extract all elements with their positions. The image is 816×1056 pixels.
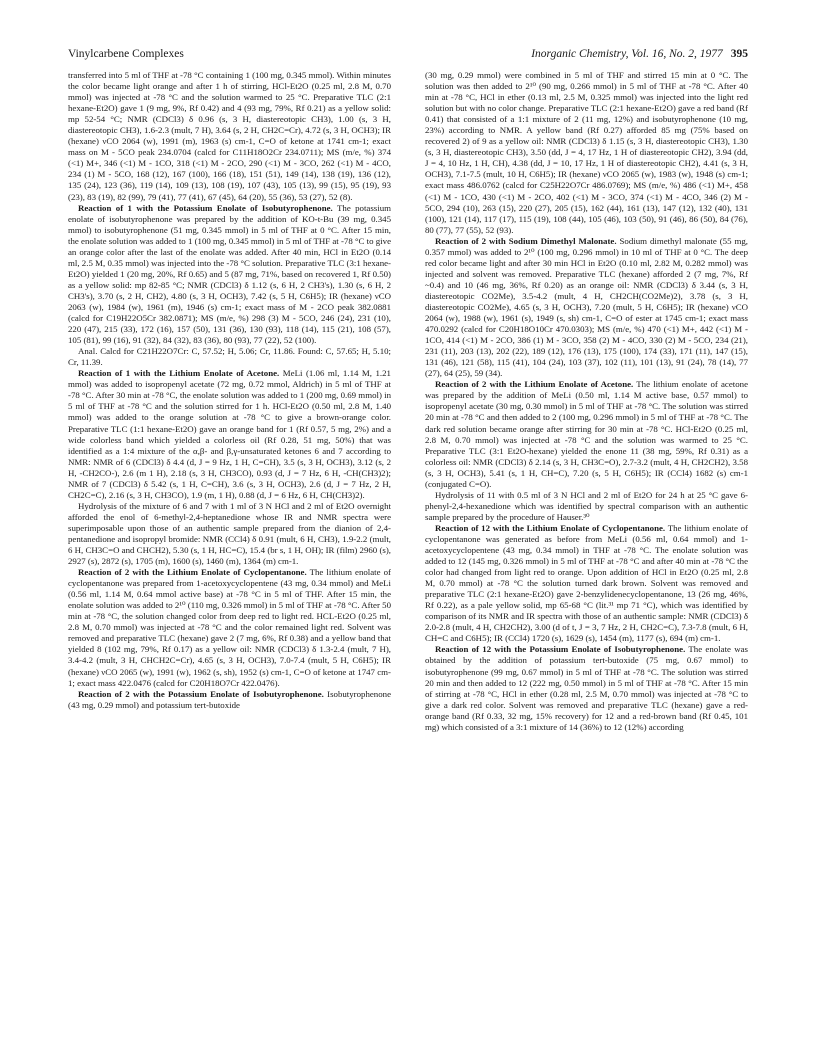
paragraph	[425, 379, 748, 489]
right-column	[425, 70, 748, 733]
paragraph-text: Sodium dimethyl malonate (55 mg, 0.357 mmol) was added to 2¹⁰ (100 mg, 0.296 mmol) in 10 ml of THF at 0 °C. The deep red color became light and after 30 min HCl in Et2O (0.10 ml, 2.82 M, 0.282 mmol) was injected and solvent was removed. Preparative TLC (hexane) afforded 2 (7 mg, 7%, Rf ~0.4) and 10 (46 mg, 36%, Rf 0.20) as an orange oil: NMR (CDCl3) δ 3.44 (s, 3 H, diastereotopic CO2Me), 3.5-4.2 (mult, 4 H, CH2CH(CO2Me)2), 3.78 (s, 3 H, diastereotopic CO2Me), 4.65 (s, 3 H, OCH3), 7.20 (mult, 5 H, C6H5); IR (hexane) νCO 2064 (w), 1988 (w), 1961 (s), 1949 (s, sh) cm-1, C=O of ester at 1745 cm-1; exact mass 470.0292 (calcd for C20H18O10Cr 470.0303); MS (m/e, %) 470 (<1) M+, 442 (<1) M - 1CO, 414 (<1) M - 2CO, 386 (1) M - 3CO, 358 (2) M - 4CO, 330 (2) M - 5CO, 234 (21), 231 (11), 203 (13), 202 (22), 189 (12), 176 (13), 175 (100), 174 (33), 171 (11), 147 (15), 131 (46), 121 (58), 115 (41), 104 (24), 103 (37), 102 (11), 101 (13), 91 (24), 78 (14), 77 (27), 64 (25), 59 (34).	[425, 235, 748, 379]
paragraph	[68, 70, 391, 203]
paragraph	[425, 490, 748, 523]
section-heading: Reaction of 12 with the Potassium Enolate of Isobutyrophenone.	[435, 644, 686, 655]
paragraph-text: Hydrolysis of the mixture of 6 and 7 with 1 ml of 3 N HCl and 2 ml of Et2O overnight afforded the enol of 6-methyl-2,4-heptanedione whose IR and NMR spectra were superimposable upon those of an authentic sample prepared from the dianion of 2,4-pentanedione and isopropyl bromide: NMR (CCl4) δ 0.91 (mult, 6 H, CH3), 1.9-2.2 (mult, 6 H, CH3C=O and CHCH2), 5.30 (s, 1 H, HC=C), 15.4 (br s, 1 H, OH); IR (film) 2960 (s), 2927 (s), 2872 (s), 1705 (m), 1600 (s), 1460 (m), 1364 (m) cm-1.	[68, 500, 391, 567]
paragraph	[425, 523, 748, 645]
paragraph	[68, 203, 391, 347]
paragraph	[425, 236, 748, 380]
section-heading: Reaction of 1 with the Lithium Enolate of Acetone.	[78, 368, 280, 379]
paragraph	[68, 368, 391, 501]
paragraph-text: The enolate was obtained by the addition of potassium tert-butoxide (75 mg, 0.67 mmol) to isobutyrophenone (99 mg, 0.67 mmol) in 5 ml of THF at -78 °C. The solution was stirred 20 min and then added to 12 (222 mg, 0.50 mmol) in 5 ml of THF at -78 °C. After 15 min of stirring at -78 °C, HCl in ether (0.28 ml, 2.5 M, 0.70 mmol) was injected at -78 °C to give a dark red color. Solvent was removed and preparative TLC (hexane) gave a red-orange band (Rf 0.33, 32 mg, 15% recovery) for 12 and a red-brown band (Rf 0.45, 101 mg) which consisted of a 3:1 mixture of 14 (36%) to 12 (12%) according	[425, 644, 748, 732]
paragraph	[425, 644, 748, 732]
paragraph-text: (30 mg, 0.29 mmol) were combined in 5 ml of THF and stirred 15 min at 0 °C. The solution was then added to 2¹⁰ (90 mg, 0.266 mmol) in 5 ml of THF at -78 °C. After 40 min at -78 °C, HCl in ether (0.13 ml, 2.5 M, 0.325 mmol) was injected into the light red solution but with no color change. Preparative TLC (2:1 hexane-Et2O) gave a red band (Rf 0.41) that consisted of a 1:1 mixture of 2 (11 mg, 12%) and isobutyrophenone (10 mg, 23%) according to NMR. A yellow band (Rf 0.27) afforded 85 mg (75% based on recovered 2) of 9 as a yellow oil: NMR (CDCl3) δ 1.15 (s, 3 H, diastereotopic CH3), 1.30 (s, 3 H, diastereotopic CH3), 3.50 (dd, J = 4, 17 Hz, 1 H of diastereotopic CH2), 3.94 (dd, J = 4, 10 Hz, 1 H, CH), 4.38 (dd, J = 10, 17 Hz, 1 H of diastereotopic CH2), 4.41 (s, 3 H, OCH3), 7.1-7.5 (mult, 10 H, C6H5); IR (hexane) νCO 2065 (w), 1983 (w), 1948 (s) cm-1; exact mass 486.0762 (calcd for C25H22O7Cr 486.0769); MS (m/e, %) 486 (<1) M+, 458 (<1) M - 1CO, 430 (<1) M - 2CO, 402 (<1) M - 3CO, 374 (<1) M - 4CO, 346 (2) M - 5CO, 294 (10), 263 (15), 220 (27), 205 (15), 162 (44), 161 (13), 147 (12), 132 (40), 131 (100), 121 (14), 117 (17), 115 (19), 108 (44), 105 (46), 103 (50), 91 (46), 86 (50), 84 (76), 80 (77), 77 (55), 52 (93).	[425, 70, 748, 235]
section-heading: Reaction of 2 with the Lithium Enolate of Cyclopentanone.	[78, 567, 307, 578]
paragraph-text: The lithium enolate of cyclopentanone was prepared from 1-acetoxycyclopentene (43 mg, 0.34 mmol) and MeLi (0.56 ml, 1.14 M, 0.64 mmol active base) at -78 °C in 5 ml of THF. After 15 min, the enolate solution was added to 2¹⁰ (110 mg, 0.326 mmol) in 5 ml of THF at -78 °C. After 50 min at -78 °C, the solution changed color from deep red to light red. HCL-Et2O (0.25 ml, 2.8 M, 0.70 mmol) was injected at -78 °C and the color remained light red. Solvent was removed and preparative TLC (hexane) gave 2 (7 mg, 6%, Rf 0.38) and a yellow band that yielded 8 (102 mg, 79%, Rf 0.17) as a yellow oil: NMR (CDCl3) δ 1.3-2.4 (mult, 7 H), 3.4-4.2 (mult, 3 H, CHCH2C=Cr), 4.65 (s, 3 H, OCH3), 7.0-7.4 (mult, 5 H, C6H5); IR (hexane) νCO 2065 (w), 1991 (w), 1962 (s, sh), 1952 (s) cm-1, C=O of ketone at 1747 cm-1; exact mass 422.0476 (calcd for C20H18O7Cr 422.0476).	[68, 567, 391, 688]
paragraph-text: The lithium enolate of acetone was prepared by the addition of MeLi (0.50 ml, 1.14 M active base, 0.57 mmol) to isopropenyl acetate (30 mg, 0.30 mmol) in 5 ml of THF at -78 °C. The solution was stirred 20 min at -78 °C and then added to 2 (100 mg, 0.296 mmol) in 5 ml of THF at -78 °C. The dark red solution became orange after stirring for 30 min at -78 °C. HCl-Et2O (0.25 ml, 2.8 M, 0.70 mmol) was injected at -78 °C and the solution was warmed to 25 °C. Preparative TLC (3:1 Et2O-hexane) yielded the enone 11 (38 mg, 59%, Rf 0.31) as a colorless oil: NMR (CDCl3) δ 2.14 (s, 3 H, CH3C=O), 2.7-3.2 (mult, 4 H, CH2CH2), 3.58 (s, 3 H, OCH3), 5.41 (s, 1 H, CH=C), 7.20 (s, 5 H, C6H5); IR (CCl4) 1682 (s) cm-1 (conjugated C=O).	[425, 379, 748, 489]
paragraph	[68, 346, 391, 368]
paragraph	[68, 567, 391, 689]
paragraph	[425, 70, 748, 236]
journal-name: Inorganic Chemistry, Vol. 16, No. 2, 1977	[531, 48, 723, 60]
paragraph	[68, 501, 391, 567]
paragraph-text: Hydrolysis of 11 with 0.5 ml of 3 N HCl and 2 ml of Et2O for 24 h at 25 °C gave 6-phenyl-2,4-hexanedione which was identified by spectral comparison with an authentic sample prepared by the procedure of Hauser.³⁰	[425, 489, 748, 522]
paragraph-text: The lithium enolate of cyclopentanone was generated as before from MeLi (0.56 ml, 0.64 mmol) and 1-acetoxycyclopentene (43 mg, 0.34 mmol) in THF at -78 °C. The enolate solution was added to 12 (145 mg, 0.326 mmol) in 5 ml of THF at -78 °C and after 40 min at -78 °C the color had changed from light red to orange. Upon addition of HCl in Et2O (0.25 ml, 2.8 M, 0.70 mmol) at -78 °C the solution turned dark brown. Solvent was removed and preparative TLC (2:1 hexane-Et2O) gave 2-benzylidenecyclopentanone, 13 (26 mg, 46%, Rf 0.22), as a pale yellow solid, mp 65-68 °C (lit.³¹ mp 71 °C), which was identified by comparison of its NMR and IR spectra with those of an authentic sample: NMR (CDCl3) δ 2.0-2.8 (mult, 4 H, CH2CH2), 3.00 (d of t, J = 3, 7 Hz, 2 H, CH2C=C), 7.3-7.8 (mult, 6 H, CH=C and C6H5); IR (CCl4) 1720 (s), 1629 (s), 1454 (m), 1177 (s), 694 (m) cm-1.	[425, 522, 748, 644]
left-column	[68, 70, 391, 711]
section-heading: Reaction of 2 with Sodium Dimethyl Malonate.	[435, 235, 617, 246]
journal-citation	[531, 48, 748, 60]
paragraph-text: Anal. Calcd for C21H22O7Cr: C, 57.52; H, 5.06; Cr, 11.86. Found: C, 57.65; H, 5.10; Cr, 11.39.	[68, 346, 391, 368]
section-heading: Reaction of 1 with the Potassium Enolate of Isobutyrophenone.	[78, 202, 333, 213]
page-number: 395	[730, 48, 748, 60]
paragraph-text: MeLi (1.06 ml, 1.14 M, 1.21 mmol) was added to isopropenyl acetate (72 mg, 0.72 mmol, Aldrich) in 5 ml of THF at -78 °C. After 30 min at -78 °C, the enolate solution was added to 1 (200 mg, 0.69 mmol) in 5 ml of THF at -78 °C and the solution stirred for 1 h. HCl-Et2O (0.50 ml, 2.8 M, 1.40 mmol) was added to the orange solution at -78 °C to give a brown-orange color. Preparative TLC (1:1 hexane-Et2O) gave an orange band for 1 (Rf 0.57, 5 mg, 2%) and a wide colorless band which yielded a colorless oil (Rf 0.28, 51 mg, 50%) that was identified as a 1:4 mixture of the α,β- and β,γ-unsaturated ketones 6 and 7 according to NMR: NMR of 6 (CDCl3) δ 4.4 (d, J = 9 Hz, 1 H, C=CH), 3.5 (s, 3 H, OCH3), 3.12 (s, 2 H, -CH2CO-), 2.6 (m 1 H), 2.18 (s, 3 H, CH3CO), 0.93 (d, J = 7 Hz, 6 H, -CH(CH3)2); NMR of 7 (CDCl3) δ 5.42 (s, 1 H, C=CH), 3.6 (s, 3 H, OCH3), 2.6 (d, J = 7 Hz, 2 H, CH2C=C), 2.16 (s, 3 H, CH3CO), 1.9 (m, 1 H), 0.88 (d, J = 6 Hz, 6 H, CH(CH3)2).	[68, 368, 391, 500]
section-heading: Reaction of 12 with the Lithium Enolate of Cyclopentanone.	[435, 522, 666, 533]
section-heading: Reaction of 2 with the Lithium Enolate of Acetone.	[435, 379, 634, 390]
section-heading: Reaction of 2 with the Potassium Enolate of Isobutyrophenone.	[78, 688, 324, 699]
paragraph-text: Isobutyrophenone (43 mg, 0.29 mmol) and potassium tert-butoxide	[68, 688, 391, 710]
paragraph-text: The potassium enolate of isobutyrophenone was prepared by the addition of KO-t-Bu (39 mg, 0.345 mmol) to isobutyrophenone (51 mg, 0.345 mmol) in 5 ml of THF at 0 °C. After 15 min, the enolate solution was added to 1 (100 mg, 0.345 mmol) in 5 ml of THF at -78 °C to give an orange color after the last of the enolate was added. After 40 min, HCl in Et2O (0.14 ml, 2.5 M, 0.35 mmol) was injected into the -78 °C solution. Preparative TLC (3:1 hexane-Et2O) yielded 1 (20 mg, 20%, Rf 0.65) and 5 (87 mg, 71%, based on recovered 1, Rf 0.50) as a yellow solid: mp 82-85 °C; NMR (CDCl3) δ 1.12 (s, 6 H, 2 CH3's), 1.30 (s, 6 H, 2 CH3's), 3.70 (s, 2 H, CH2), 4.80 (s, 3 H, OCH3), 7.42 (s, 5 H, C6H5); IR (hexane) νCO 2063 (w), 1984 (w), 1961 (m), 1946 (s) cm-1; exact mass of M - 2CO peak 382.0881 (calcd for C19H22O5Cr 382.0871); MS (m/e, %) 298 (3) M - 5CO, 246 (24), 231 (10), 220 (47), 215 (33), 172 (16), 157 (50), 131 (36), 130 (93), 118 (14), 115 (21), 108 (57), 105 (81), 99 (16), 91 (32), 84 (32), 83 (36), 80 (93), 77 (22), 52 (100).	[68, 202, 391, 346]
paragraph-text: transferred into 5 ml of THF at -78 °C containing 1 (100 mg, 0.345 mmol). Within minutes the color became light orange and after 1 h of stirring, HCl-Et2O (0.25 ml, 2.8 M, 0.70 mmol) was injected at -78 °C and the solution warmed to 25 °C. Preparative TLC (2:1 hexane-Et2O) gave 1 (9 mg, 9%, Rf 0.42) and 4 (93 mg, 79%, Rf 0.21) as a yellow solid: mp 52-54 °C; NMR (CDCl3) δ 0.96 (s, 3 H, diastereotopic CH3), 1.00 (s, 3 H, diastereotopic CH3), 1.6-2.3 (mult, 7 H), 3.64 (s, 2 H, CH2C=Cr), 4.72 (s, 3 H, OCH3); IR (hexane) νCO 2064 (w), 1991 (m), 1963 (s) cm-1, C=O of ketone at 1741 cm-1; exact mass on M - 5CO peak 234.0704 (calcd for C11H18O2Cr 234.0711); MS (m/e, %) 374 (<1) M+, 346 (<1) M - 1CO, 318 (<1) M - 2CO, 290 (<1) M - 3CO, 262 (<1) M - 4CO, 234 (1) M - 5CO, 168 (12), 167 (100), 166 (18), 151 (51), 149 (14), 138 (19), 136 (12), 135 (24), 123 (36), 119 (14), 109 (13), 108 (19), 107 (43), 105 (13), 99 (15), 95 (19), 93 (23), 83 (19), 82 (99), 79 (41), 77 (41), 67 (45), 64 (20), 55 (36), 53 (27), 52 (8).	[68, 70, 391, 202]
paragraph	[68, 689, 391, 711]
running-title: Vinylcarbene Complexes	[68, 48, 184, 60]
page-header	[68, 48, 748, 64]
